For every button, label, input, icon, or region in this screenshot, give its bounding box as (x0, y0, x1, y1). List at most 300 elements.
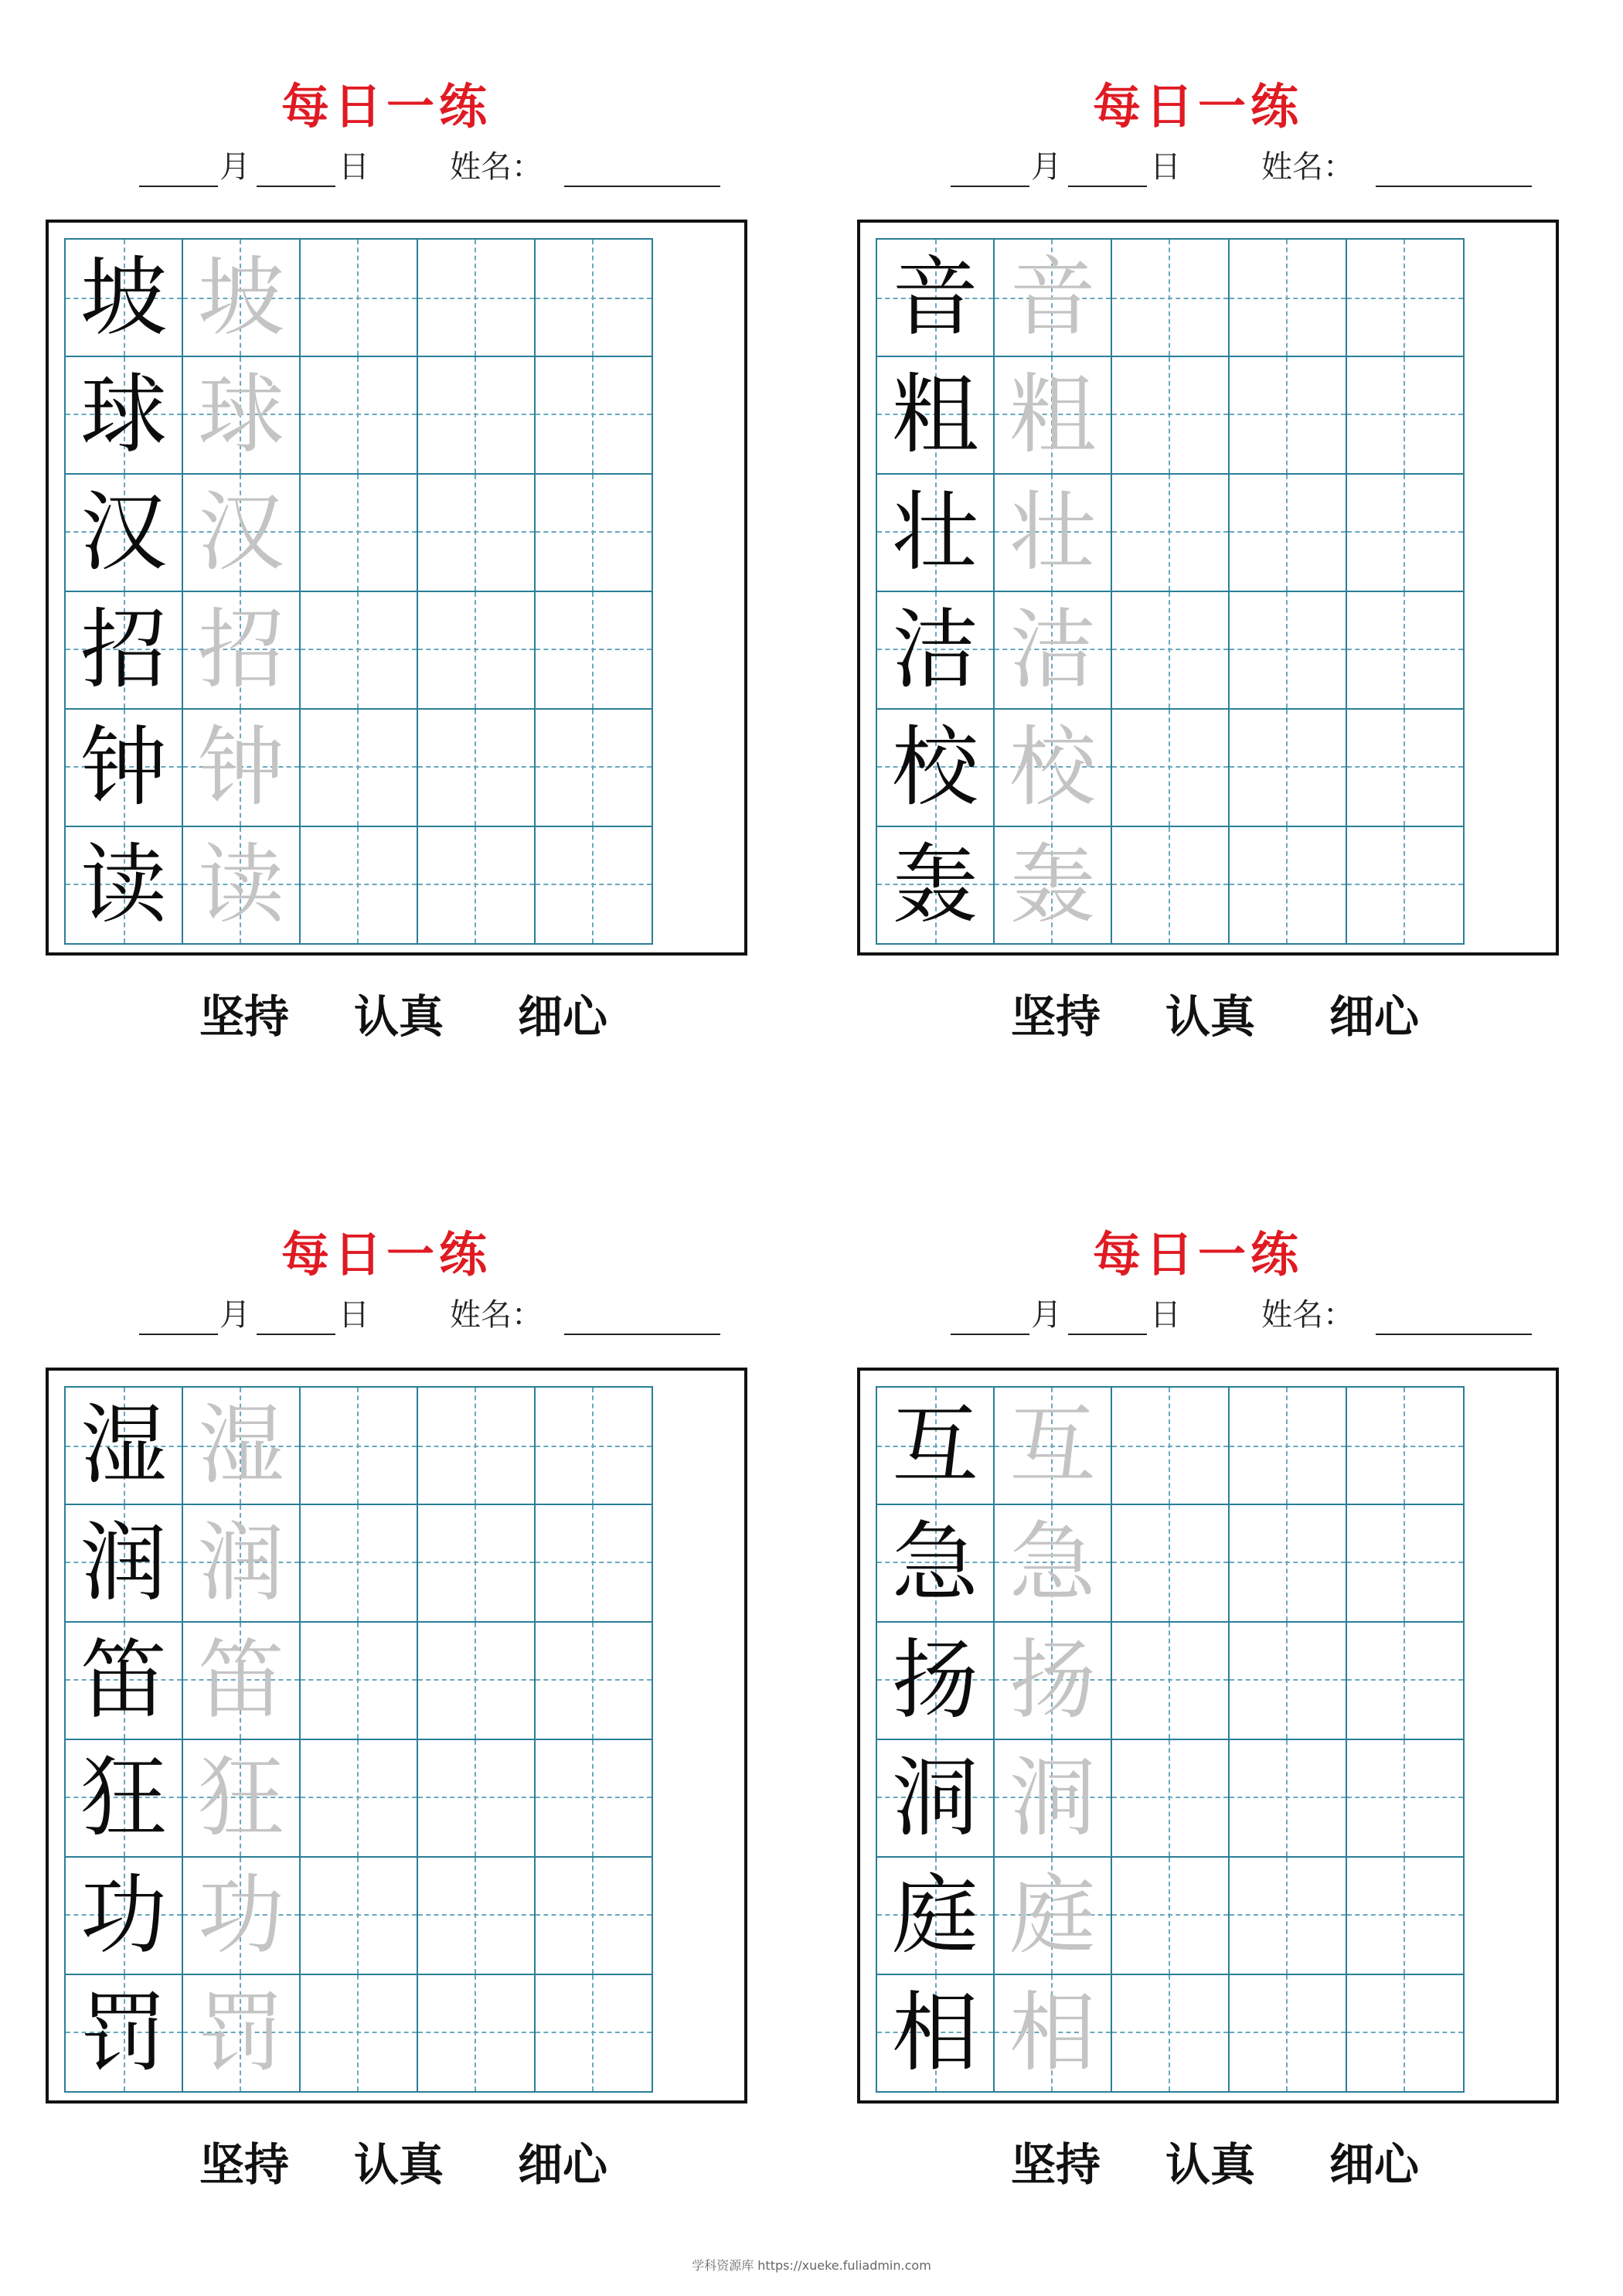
cell-guide-vertical (592, 357, 594, 473)
cell-guide-horizontal (1347, 1446, 1463, 1447)
cell-guide-vertical (1404, 1623, 1405, 1739)
motto-row (812, 2128, 1584, 2190)
grid-cell[interactable] (995, 1505, 1112, 1623)
trace-character: 读 (198, 835, 284, 935)
grid-cell[interactable] (1347, 475, 1465, 592)
cell-guide-horizontal (418, 1797, 534, 1798)
grid-cell[interactable] (1112, 475, 1230, 592)
cell-guide-vertical (1169, 1623, 1170, 1739)
grid-cell[interactable] (876, 710, 995, 827)
cell-guide-horizontal (1112, 414, 1228, 415)
cell-guide-vertical (592, 1975, 594, 2091)
month-blank[interactable] (951, 186, 1029, 187)
cell-guide-horizontal (1230, 2032, 1346, 2033)
day-label: 日 (339, 149, 369, 185)
cell-guide-horizontal (301, 766, 417, 768)
cell-guide-vertical (475, 1505, 476, 1621)
cell-guide-horizontal (418, 1562, 534, 1563)
grid-cell[interactable] (876, 1623, 995, 1740)
cell-guide-vertical (475, 1623, 476, 1739)
name-label: 姓名： (450, 1297, 543, 1333)
grid-cell[interactable] (183, 1505, 301, 1623)
grid-cell[interactable] (1230, 827, 1347, 945)
cell-guide-vertical (1286, 592, 1288, 708)
grid-cell[interactable] (1112, 1505, 1230, 1623)
model-character: 狂 (80, 1748, 167, 1848)
cell-guide-horizontal (1230, 884, 1346, 885)
grid-cell[interactable] (301, 1623, 418, 1740)
grid-cell[interactable] (995, 1623, 1112, 1740)
cell-guide-vertical (1169, 1858, 1170, 1974)
grid-cell[interactable] (995, 238, 1112, 357)
grid-cell[interactable] (418, 1505, 536, 1623)
grid-cell[interactable] (1230, 475, 1347, 592)
grid-cell[interactable] (1230, 1975, 1347, 2093)
grid-cell[interactable] (64, 1505, 183, 1623)
cell-guide-horizontal (1230, 531, 1346, 533)
grid-cell[interactable] (1112, 710, 1230, 827)
grid-cell[interactable] (1112, 1740, 1230, 1858)
cell-guide-horizontal (1230, 1446, 1346, 1447)
grid-cell[interactable] (1112, 827, 1230, 945)
motto-persist: 坚持 (199, 2138, 290, 2191)
cell-guide-vertical (357, 1975, 359, 2091)
trace-character: 汉 (198, 482, 284, 583)
grid-cell[interactable] (876, 1858, 995, 1975)
grid-cell[interactable] (1347, 827, 1465, 945)
motto-persist: 坚持 (1011, 2138, 1101, 2191)
cell-guide-horizontal (536, 766, 652, 768)
model-character: 球 (80, 365, 167, 465)
model-character: 罚 (80, 1983, 167, 2083)
grid-cell[interactable] (1112, 1975, 1230, 2093)
grid-cell[interactable] (301, 710, 418, 827)
cell-guide-horizontal (536, 414, 652, 415)
model-character: 轰 (892, 835, 978, 935)
grid-cell[interactable] (995, 827, 1112, 945)
cell-guide-vertical (1169, 357, 1170, 473)
grid-cell[interactable] (995, 592, 1112, 710)
month-label: 月 (219, 149, 250, 185)
grid-cell[interactable] (995, 475, 1112, 592)
cell-guide-horizontal (301, 1446, 417, 1447)
name-blank[interactable] (1376, 1334, 1532, 1335)
grid-cell[interactable] (1347, 1386, 1465, 1505)
cell-guide-vertical (475, 710, 476, 826)
grid-cell[interactable] (536, 592, 653, 710)
grid-cell[interactable] (418, 592, 536, 710)
grid-cell[interactable] (1347, 1623, 1465, 1740)
date-name-row (812, 148, 1584, 189)
grid-cell[interactable] (1112, 238, 1230, 357)
grid-cell[interactable] (1230, 710, 1347, 827)
grid-cell[interactable] (995, 1975, 1112, 2093)
cell-guide-vertical (475, 827, 476, 943)
cell-guide-vertical (1404, 710, 1405, 826)
grid-cell[interactable] (418, 1858, 536, 1975)
grid-cell[interactable] (183, 1740, 301, 1858)
grid-cell[interactable] (1347, 1740, 1465, 1858)
cell-guide-vertical (1404, 1975, 1405, 2091)
trace-character: 互 (1009, 1395, 1096, 1496)
model-character: 校 (892, 717, 978, 818)
grid-cell[interactable] (418, 357, 536, 475)
grid-cell[interactable] (64, 1623, 183, 1740)
month-blank[interactable] (139, 1334, 218, 1335)
grid-cell[interactable] (64, 827, 183, 945)
grid-cell[interactable] (1347, 357, 1465, 475)
grid-cell[interactable] (1112, 357, 1230, 475)
grid-cell[interactable] (536, 238, 653, 357)
cell-guide-horizontal (1112, 1562, 1228, 1563)
cell-guide-vertical (1169, 1740, 1170, 1856)
cell-guide-horizontal (536, 1914, 652, 1916)
motto-persist: 坚持 (1011, 990, 1101, 1043)
cell-guide-horizontal (301, 298, 417, 299)
grid-cell[interactable] (418, 1386, 536, 1505)
name-blank[interactable] (564, 186, 720, 187)
cell-guide-horizontal (1230, 1797, 1346, 1798)
cell-guide-vertical (1169, 475, 1170, 591)
cell-guide-vertical (475, 1858, 476, 1974)
trace-character: 招 (198, 600, 284, 700)
month-label: 月 (219, 1297, 250, 1333)
cell-guide-horizontal (1347, 298, 1463, 299)
model-character: 坡 (80, 247, 167, 348)
cell-guide-horizontal (1347, 1797, 1463, 1798)
grid-cell[interactable] (1230, 592, 1347, 710)
cell-guide-vertical (357, 1623, 359, 1739)
tianzige-grid (64, 238, 652, 943)
grid-cell[interactable] (536, 357, 653, 475)
cell-guide-vertical (357, 1505, 359, 1621)
cell-guide-horizontal (1112, 1914, 1228, 1916)
grid-cell[interactable] (183, 1386, 301, 1505)
grid-cell[interactable] (876, 238, 995, 357)
grid-cell[interactable] (301, 357, 418, 475)
grid-cell[interactable] (418, 238, 536, 357)
day-blank[interactable] (257, 1334, 335, 1335)
grid-cell[interactable] (301, 1386, 418, 1505)
grid-cell[interactable] (301, 238, 418, 357)
page-footer: 学科资源库 https://xueke.fuliadmin.com (692, 2258, 931, 2273)
grid-cell[interactable] (64, 475, 183, 592)
grid-cell[interactable] (64, 592, 183, 710)
month-blank[interactable] (951, 1334, 1029, 1335)
name-blank[interactable] (564, 1334, 720, 1335)
cell-guide-vertical (1404, 475, 1405, 591)
model-character: 湿 (80, 1395, 167, 1496)
grid-cell[interactable] (418, 1623, 536, 1740)
day-blank[interactable] (1068, 186, 1147, 187)
practice-grid-frame (46, 220, 747, 956)
grid-cell[interactable] (1347, 592, 1465, 710)
model-character: 洁 (892, 600, 978, 700)
trace-character: 润 (198, 1513, 284, 1613)
practice-grid-frame (46, 1368, 747, 2104)
cell-guide-vertical (592, 710, 594, 826)
month-label: 月 (1031, 149, 1062, 185)
cell-guide-horizontal (536, 2032, 652, 2033)
model-character: 招 (80, 600, 167, 700)
grid-cell[interactable] (876, 475, 995, 592)
day-blank[interactable] (1068, 1334, 1147, 1335)
grid-cell[interactable] (1230, 1858, 1347, 1975)
grid-cell[interactable] (536, 1858, 653, 1975)
grid-cell[interactable] (536, 1975, 653, 2093)
cell-guide-horizontal (1112, 1446, 1228, 1447)
cell-guide-horizontal (418, 1446, 534, 1447)
tianzige-grid (876, 238, 1463, 943)
motto-row (0, 2128, 773, 2190)
grid-cell[interactable] (183, 475, 301, 592)
cell-guide-vertical (475, 1975, 476, 2091)
cell-guide-horizontal (1230, 1562, 1346, 1563)
motto-row (812, 980, 1584, 1042)
trace-character: 坡 (198, 247, 284, 348)
grid-cell[interactable] (183, 827, 301, 945)
cell-guide-vertical (357, 475, 359, 591)
cell-guide-vertical (592, 1623, 594, 1739)
grid-cell[interactable] (418, 1740, 536, 1858)
cell-guide-vertical (475, 475, 476, 591)
date-name-row (812, 1296, 1584, 1337)
trace-character: 湿 (198, 1395, 284, 1496)
grid-cell[interactable] (995, 710, 1112, 827)
worksheet-top-right (812, 0, 1584, 1043)
cell-guide-vertical (1169, 827, 1170, 943)
cell-guide-vertical (1286, 1505, 1288, 1621)
grid-cell[interactable] (876, 592, 995, 710)
cell-guide-horizontal (418, 2032, 534, 2033)
trace-character: 功 (198, 1865, 284, 1966)
cell-guide-vertical (1286, 827, 1288, 943)
trace-character: 扬 (1009, 1630, 1096, 1731)
trace-character: 球 (198, 365, 284, 465)
grid-cell[interactable] (64, 1386, 183, 1505)
grid-cell[interactable] (876, 1740, 995, 1858)
trace-character: 相 (1009, 1983, 1096, 2083)
cell-guide-horizontal (301, 2032, 417, 2033)
grid-cell[interactable] (64, 710, 183, 827)
model-character: 扬 (892, 1630, 978, 1731)
cell-guide-horizontal (1347, 1914, 1463, 1916)
motto-persist: 坚持 (199, 990, 290, 1043)
grid-cell[interactable] (1347, 710, 1465, 827)
cell-guide-horizontal (1230, 298, 1346, 299)
grid-cell[interactable] (536, 475, 653, 592)
model-character: 钟 (80, 717, 167, 818)
cell-guide-horizontal (1112, 649, 1228, 650)
worksheet-bottom-left (0, 1148, 773, 2191)
grid-cell[interactable] (64, 238, 183, 357)
cell-guide-vertical (1169, 710, 1170, 826)
cell-guide-vertical (357, 357, 359, 473)
cell-guide-horizontal (536, 1797, 652, 1798)
day-blank[interactable] (257, 186, 335, 187)
grid-cell[interactable] (301, 1740, 418, 1858)
model-character: 互 (892, 1395, 978, 1496)
trace-character: 笛 (198, 1630, 284, 1731)
grid-cell[interactable] (1230, 1623, 1347, 1740)
trace-character: 洞 (1009, 1748, 1096, 1848)
grid-cell[interactable] (183, 238, 301, 357)
model-character: 音 (892, 247, 978, 348)
grid-cell[interactable] (1347, 1858, 1465, 1975)
grid-cell[interactable] (536, 1740, 653, 1858)
cell-guide-horizontal (418, 1914, 534, 1916)
cell-guide-horizontal (1112, 884, 1228, 885)
grid-cell[interactable] (64, 1858, 183, 1975)
date-name-row (0, 1296, 773, 1337)
trace-character: 罚 (198, 1983, 284, 2083)
grid-cell[interactable] (64, 357, 183, 475)
motto-careful: 认真 (354, 2138, 444, 2191)
grid-cell[interactable] (418, 827, 536, 945)
cell-guide-vertical (592, 1740, 594, 1856)
trace-character: 校 (1009, 717, 1096, 818)
cell-guide-vertical (1404, 1740, 1405, 1856)
model-character: 功 (80, 1865, 167, 1966)
cell-guide-horizontal (1347, 2032, 1463, 2033)
grid-cell[interactable] (183, 1623, 301, 1740)
grid-cell[interactable] (536, 827, 653, 945)
grid-cell[interactable] (183, 710, 301, 827)
grid-cell[interactable] (1347, 1505, 1465, 1623)
cell-guide-horizontal (536, 649, 652, 650)
grid-cell[interactable] (418, 710, 536, 827)
grid-cell[interactable] (1230, 1505, 1347, 1623)
worksheet-title: 每日一练 (1092, 1226, 1303, 1283)
grid-cell[interactable] (301, 827, 418, 945)
model-character: 润 (80, 1513, 167, 1613)
cell-guide-horizontal (418, 531, 534, 533)
model-character: 笛 (80, 1630, 167, 1731)
cell-guide-vertical (592, 1505, 594, 1621)
cell-guide-horizontal (536, 531, 652, 533)
cell-guide-horizontal (1347, 766, 1463, 768)
grid-cell[interactable] (995, 1858, 1112, 1975)
model-character: 壮 (892, 482, 978, 583)
grid-cell[interactable] (536, 1623, 653, 1740)
grid-cell[interactable] (1112, 592, 1230, 710)
cell-guide-horizontal (1347, 1679, 1463, 1681)
grid-cell[interactable] (1347, 238, 1465, 357)
name-blank[interactable] (1376, 186, 1532, 187)
grid-cell[interactable] (1230, 238, 1347, 357)
grid-cell[interactable] (183, 357, 301, 475)
cell-guide-horizontal (536, 1679, 652, 1681)
grid-cell[interactable] (995, 1386, 1112, 1505)
grid-cell[interactable] (995, 1740, 1112, 1858)
cell-guide-horizontal (418, 884, 534, 885)
cell-guide-vertical (592, 827, 594, 943)
grid-cell[interactable] (301, 1858, 418, 1975)
grid-cell[interactable] (536, 710, 653, 827)
cell-guide-horizontal (1230, 766, 1346, 768)
tianzige-grid (876, 1386, 1463, 2091)
tianzige-grid (64, 1386, 652, 2091)
grid-cell[interactable] (183, 1975, 301, 2093)
grid-cell[interactable] (1347, 1975, 1465, 2093)
cell-guide-vertical (1286, 1975, 1288, 2091)
grid-cell[interactable] (301, 592, 418, 710)
cell-guide-horizontal (301, 1562, 417, 1563)
grid-cell[interactable] (876, 1505, 995, 1623)
cell-guide-vertical (592, 592, 594, 708)
grid-cell[interactable] (183, 1858, 301, 1975)
grid-cell[interactable] (876, 357, 995, 475)
cell-guide-horizontal (1347, 649, 1463, 650)
cell-guide-horizontal (301, 414, 417, 415)
grid-cell[interactable] (1230, 1386, 1347, 1505)
grid-cell[interactable] (64, 1740, 183, 1858)
cell-guide-vertical (1404, 357, 1405, 473)
grid-cell[interactable] (183, 592, 301, 710)
name-label: 姓名： (1261, 149, 1354, 185)
cell-guide-vertical (592, 1858, 594, 1974)
grid-cell[interactable] (301, 1975, 418, 2093)
grid-cell[interactable] (301, 1505, 418, 1623)
cell-guide-horizontal (301, 1679, 417, 1681)
cell-guide-horizontal (536, 1562, 652, 1563)
grid-cell[interactable] (418, 1975, 536, 2093)
worksheet-title: 每日一练 (281, 1226, 492, 1283)
month-blank[interactable] (139, 186, 218, 187)
cell-guide-vertical (1404, 592, 1405, 708)
trace-character: 粗 (1009, 365, 1096, 465)
trace-character: 钟 (198, 717, 284, 818)
cell-guide-horizontal (1230, 414, 1346, 415)
trace-character: 壮 (1009, 482, 1096, 583)
motto-attentive: 细心 (1329, 2138, 1420, 2191)
cell-guide-vertical (1169, 1975, 1170, 2091)
cell-guide-horizontal (418, 414, 534, 415)
cell-guide-vertical (1404, 1858, 1405, 1974)
cell-guide-vertical (1169, 592, 1170, 708)
grid-cell[interactable] (876, 827, 995, 945)
grid-cell[interactable] (1230, 357, 1347, 475)
trace-character: 庭 (1009, 1865, 1096, 1966)
cell-guide-horizontal (301, 649, 417, 650)
grid-cell[interactable] (1112, 1386, 1230, 1505)
grid-cell[interactable] (1112, 1858, 1230, 1975)
grid-cell[interactable] (418, 475, 536, 592)
cell-guide-vertical (1286, 475, 1288, 591)
motto-row (0, 980, 773, 1042)
grid-cell[interactable] (876, 1975, 995, 2093)
cell-guide-horizontal (1347, 414, 1463, 415)
grid-cell[interactable] (536, 1386, 653, 1505)
day-label: 日 (1150, 1297, 1181, 1333)
motto-attentive: 细心 (518, 2138, 608, 2191)
grid-cell[interactable] (1230, 1740, 1347, 1858)
grid-cell[interactable] (1112, 1623, 1230, 1740)
trace-character: 狂 (198, 1748, 284, 1848)
grid-cell[interactable] (876, 1386, 995, 1505)
grid-cell[interactable] (995, 357, 1112, 475)
cell-guide-horizontal (536, 1446, 652, 1447)
motto-careful: 认真 (354, 990, 444, 1043)
grid-cell[interactable] (536, 1505, 653, 1623)
grid-cell[interactable] (64, 1975, 183, 2093)
cell-guide-horizontal (1347, 1562, 1463, 1563)
grid-cell[interactable] (301, 475, 418, 592)
cell-guide-horizontal (1230, 1914, 1346, 1916)
cell-guide-horizontal (1112, 766, 1228, 768)
cell-guide-horizontal (1112, 531, 1228, 533)
cell-guide-vertical (1286, 1740, 1288, 1856)
